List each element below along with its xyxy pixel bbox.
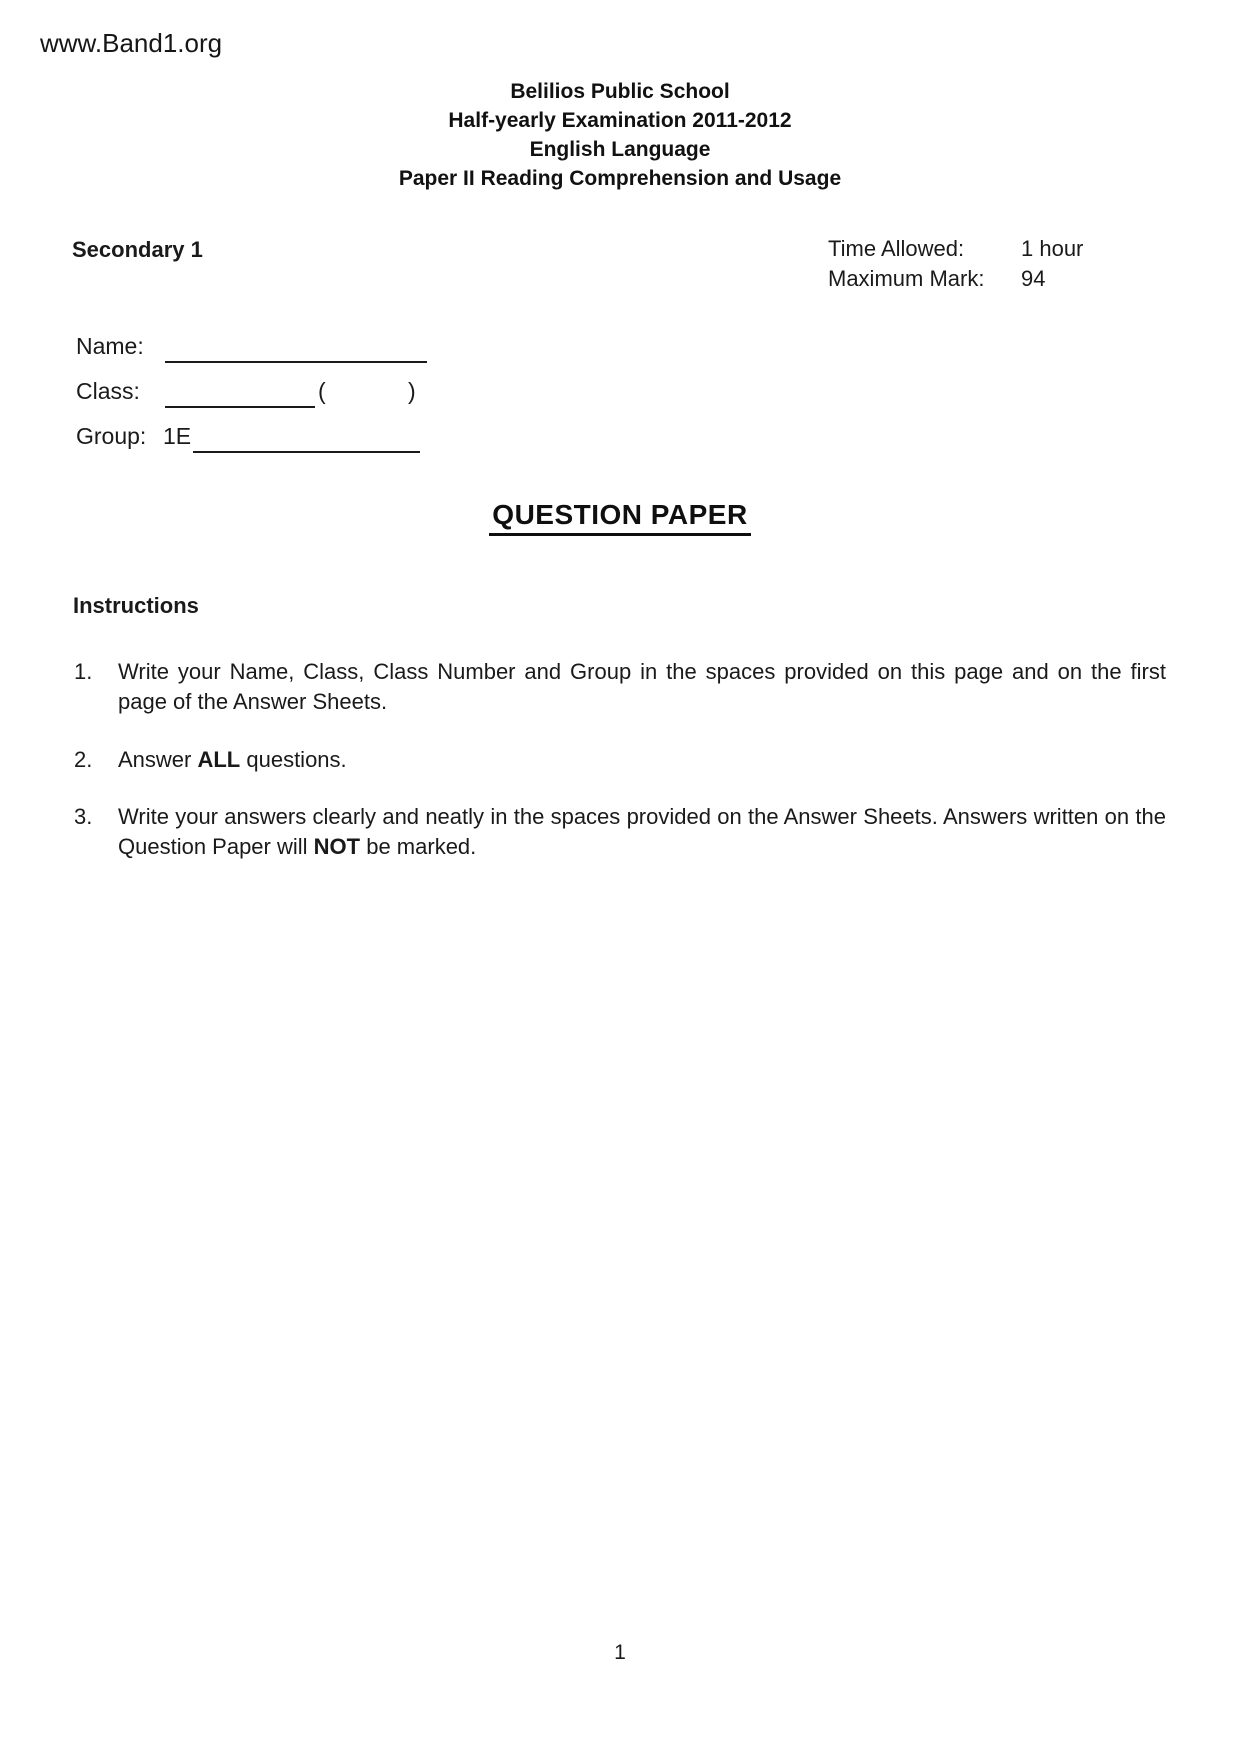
document-title: QUESTION PAPER: [489, 500, 750, 536]
group-value: 1E: [163, 423, 192, 449]
instruction-text: Write your answers clearly and neatly in the spaces provided on the Answer Sheets. Answers written on the Question Paper will: [118, 804, 1166, 859]
paper-title: Paper II Reading Comprehension and Usage: [398, 167, 842, 190]
instruction-text: Answer: [118, 747, 198, 772]
class-blank-line: [165, 376, 315, 408]
class-number-paren-open: (: [318, 378, 326, 404]
instruction-number: 2.: [74, 747, 93, 772]
group-blank-line: [193, 421, 420, 453]
instruction-text: be marked.: [360, 834, 477, 859]
exam-header: [0, 77, 1240, 193]
time-allowed-value: 1 hour: [1021, 236, 1084, 261]
instruction-item-1: [74, 657, 1166, 717]
instructions-heading: Instructions: [73, 593, 199, 618]
maximum-mark-label: Maximum Mark:: [828, 266, 985, 291]
instruction-text-bold: ALL: [197, 747, 241, 772]
title-wrap: [0, 500, 1240, 536]
class-label: Class:: [76, 378, 140, 404]
page-number: 1: [614, 1641, 626, 1664]
time-allowed-label: Time Allowed:: [828, 236, 965, 261]
maximum-mark-value: 94: [1021, 266, 1046, 291]
instruction-number: 3.: [74, 804, 93, 829]
instruction-text-bold: NOT: [313, 834, 361, 859]
instruction-item-2: [74, 745, 1166, 775]
instruction-item-3: [74, 802, 1166, 862]
name-label: Name:: [76, 333, 144, 359]
class-number-paren-close: ): [408, 378, 416, 404]
instruction-text: Write your Name, Class, Class Number and Group in the spaces provided on this page and on the first page of the Answer Sheets.: [118, 659, 1166, 714]
name-blank-line: [165, 331, 427, 363]
level-label: Secondary 1: [72, 237, 203, 262]
watermark-url: www.Band1.org: [40, 28, 223, 58]
school-name: Belilios Public School: [510, 80, 730, 103]
exam-title: Half-yearly Examination 2011-2012: [448, 109, 792, 132]
subject-name: English Language: [529, 138, 711, 161]
instruction-text: questions.: [240, 747, 347, 772]
group-label: Group:: [76, 423, 147, 449]
instruction-number: 1.: [74, 659, 93, 684]
